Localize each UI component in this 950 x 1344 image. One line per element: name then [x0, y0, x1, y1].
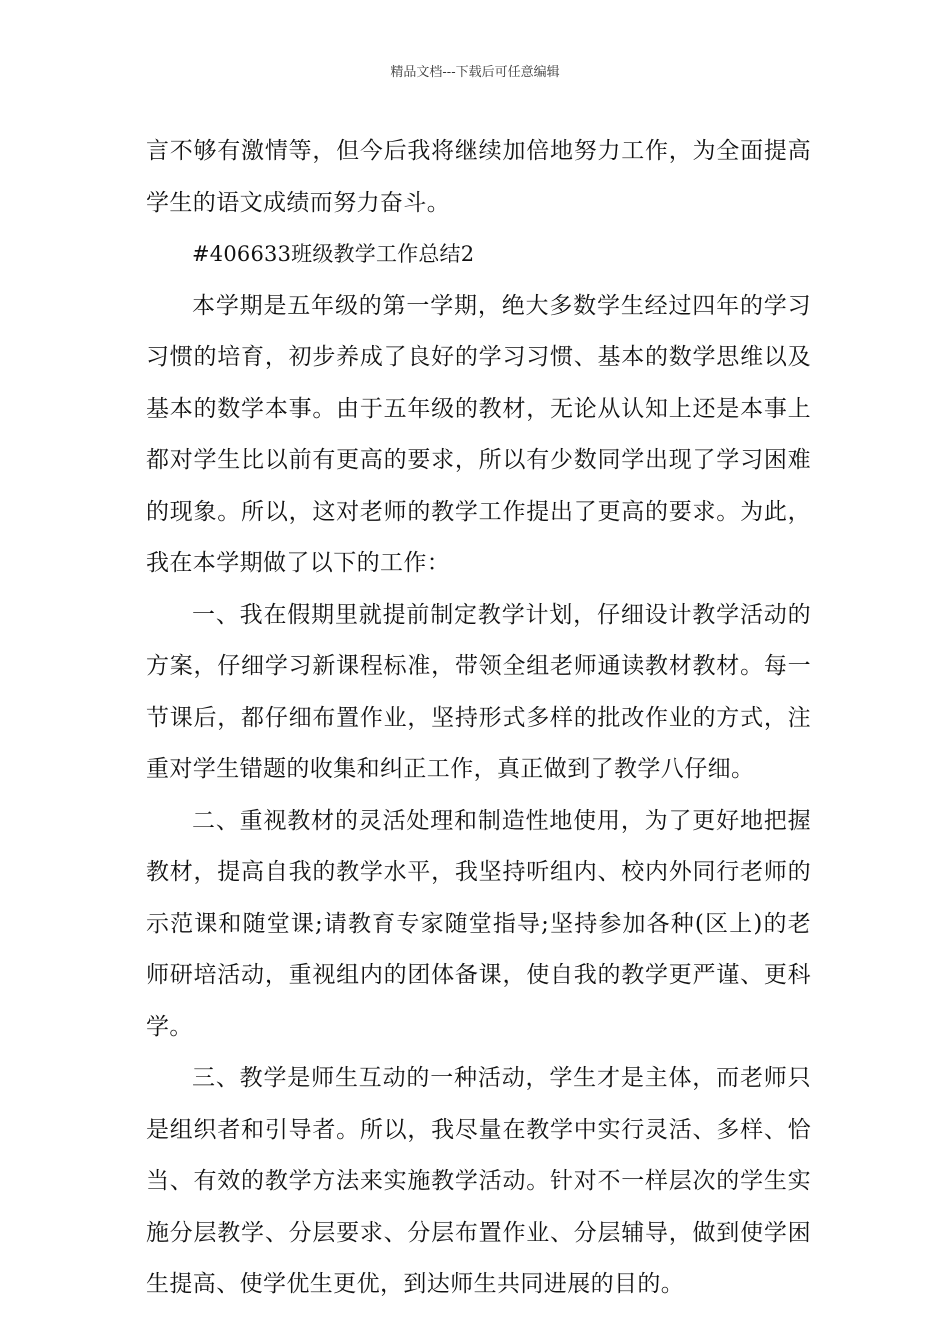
section-heading: #406633班级教学工作总结2: [192, 242, 475, 266]
paragraph-continuation: 言不够有激情等，但今后我将继续加倍地努力工作，为全面提高学生的语文成绩而努力奋斗。: [146, 138, 811, 216]
paragraph-point-2: 二、重视教材的灵活处理和制造性地使用，为了更好地把握教材，提高自我的教学水平，我坚持听组内、校内外同行老师的示范课和随堂课;请教育专家随堂指导;坚持参加各种(区上)的老师研培活动，重视组内的团体备课，使自我的教学更严谨、更科学。: [146, 807, 811, 1040]
paragraph-point-1: 一、我在假期里就提前制定教学计划，仔细设计教学活动的方案，仔细学习新课程标准，带领全组老师通读教材教材。每一节课后，都仔细布置作业，坚持形式多样的批改作业的方式，注重对学生错题的收集和纠正工作，真正做到了教学八仔细。: [146, 601, 811, 782]
paragraph-point-3: 三、教学是师生互动的一种活动，学生才是主体，而老师只是组织者和引导者。所以，我尽量在教学中实行灵活、多样、恰当、有效的教学方法来实施教学活动。针对不一样层次的学生实施分层教学、分层要求、分层布置作业、分层辅导，做到使学困生提高、使学优生更优，到达师生共同进展的目的。: [146, 1065, 811, 1297]
document-body: [146, 126, 811, 1311]
page-header: 精品文档---下载后可任意编辑: [390, 65, 560, 80]
paragraph-intro: 本学期是五年级的第一学期，绝大多数学生经过四年的学习习惯的培育，初步养成了良好的学习习惯、基本的数学思维以及基本的数学本事。由于五年级的教材，无论从认知上还是本事上都对学生比以前有更高的要求，所以有少数同学出现了学习困难的现象。所以，这对老师的教学工作提出了更高的要求。为此，我在本学期做了以下的工作：: [146, 292, 811, 576]
